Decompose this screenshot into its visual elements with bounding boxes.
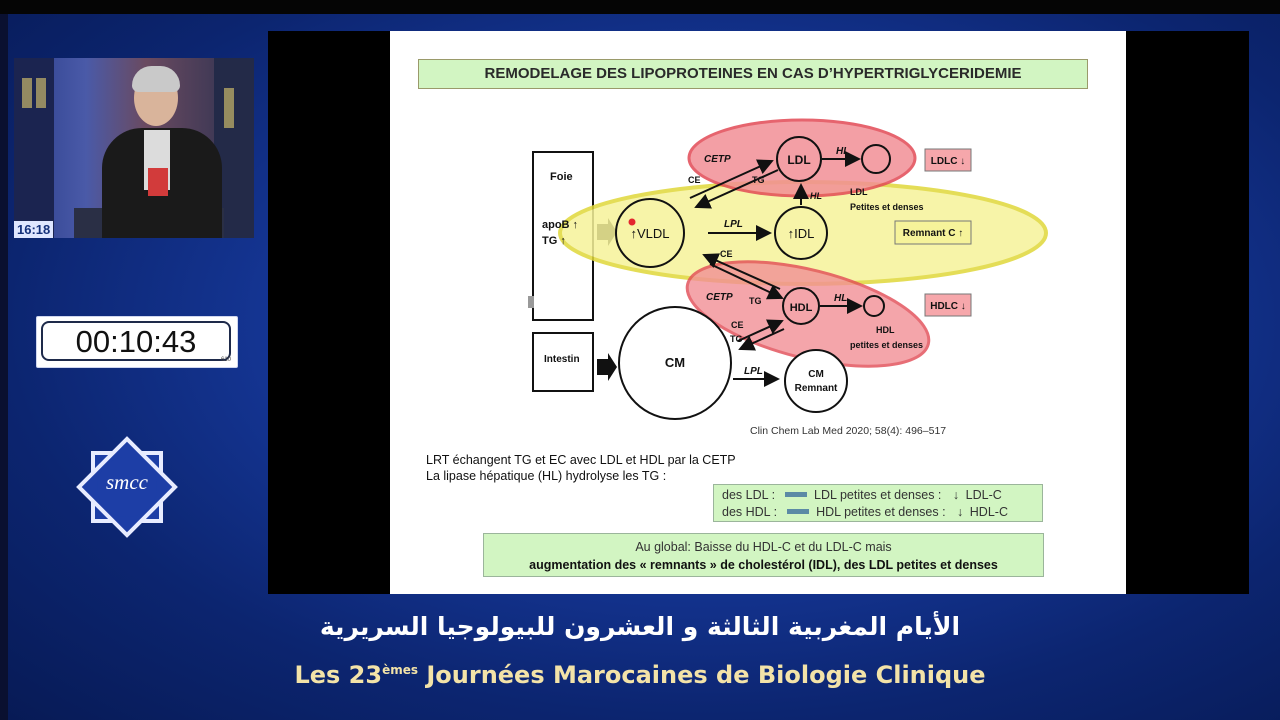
cm-remnant-label-1: CM: [808, 369, 824, 380]
timer-value: 00:10:43: [41, 321, 231, 361]
speaker-hair: [132, 66, 180, 92]
ldlc-box-label: LDLC ↓: [930, 156, 966, 167]
footer-arabic-title: الأيام المغربية الثالثة و العشرون للبيولوجيا السريرية: [319, 612, 961, 641]
body-line-1: LRT échangent TG et EC avec LDL et HDL par la CETP: [426, 453, 736, 467]
summary-box: [713, 484, 1043, 522]
speaker-badge: [148, 168, 168, 196]
summary-ldl-right: LDL-C: [965, 488, 1002, 502]
slide-title: REMODELAGE DES LIPOPROTEINES EN CAS D’HYPERTRIGLYCERIDEMIE: [418, 59, 1088, 89]
apob-label: apoB ↑: [542, 219, 579, 231]
footer-fr-pre: Les 23: [294, 661, 383, 689]
arrow-right-icon: [787, 509, 809, 514]
summary-ldl-mid: LDL petites et denses :: [814, 488, 942, 502]
lpl-bottom-label: LPL: [744, 366, 763, 377]
foie-box-tab: [528, 296, 534, 308]
footer-fr-sup: èmes: [382, 663, 418, 677]
smcc-logo: [74, 432, 180, 542]
ldl-label: LDL: [787, 153, 811, 167]
hl-vertical-label: HL: [810, 191, 822, 201]
summary-ldl-left: des LDL :: [722, 488, 776, 502]
tg-label-3: TG: [730, 334, 743, 344]
ldl-small-label-2: Petites et denses: [850, 202, 924, 212]
intestin-to-cm-arrow: [597, 353, 617, 381]
footer-fr-post: Journées Marocaines de Biologie Clinique: [418, 661, 986, 689]
summary-hdl-right: HDL-C: [969, 505, 1008, 519]
tg-up-label: TG ↑: [542, 235, 566, 247]
speaker-video: [14, 58, 254, 238]
hdl-label: HDL: [789, 302, 813, 314]
hdl-small-label-1: HDL: [876, 325, 895, 335]
summary-row-hdl: [722, 504, 1008, 520]
tg-label-1: TG: [752, 175, 765, 185]
slide: [390, 31, 1126, 594]
hl-top-label: HL: [836, 146, 850, 157]
conclusion-line-2: augmentation des « remnants » de cholestérol (IDL), des LDL petites et denses: [529, 558, 998, 572]
countdown-timer: [36, 316, 238, 368]
window-light: [22, 78, 32, 108]
tg-label-2: TG: [749, 296, 762, 306]
summary-hdl-mid: HDL petites et denses :: [816, 505, 946, 519]
cetp-mid-label: CETP: [706, 292, 733, 303]
hdl-small-label-2: petites et denses: [850, 340, 924, 350]
timer-small-label: 610: [220, 357, 231, 363]
ce-label-3: CE: [731, 320, 744, 330]
lipoprotein-diagram: [390, 31, 1126, 431]
citation: Clin Chem Lab Med 2020; 58(4): 496–517: [750, 425, 947, 437]
ce-label-1: CE: [688, 175, 701, 185]
video-time-badge: 16:18: [14, 221, 53, 238]
arrow-down-icon: ↓: [952, 488, 960, 502]
window-light: [36, 78, 46, 108]
cm-remnant-label-2: Remnant: [794, 383, 838, 394]
intestin-label: Intestin: [544, 354, 580, 365]
hdlc-box-label: HDLC ↓: [930, 301, 966, 312]
body-text: [426, 452, 736, 484]
summary-hdl-left: des HDL :: [722, 505, 778, 519]
background-building: [14, 58, 54, 238]
summary-row-ldl: [722, 487, 1002, 503]
vldl-label: ↑VLDL: [630, 226, 670, 241]
lpl-top-label: LPL: [724, 219, 743, 230]
body-line-2: La lipase hépatique (HL) hydrolyse les TG :: [426, 469, 667, 483]
foie-label: Foie: [550, 171, 573, 183]
ce-label-2: CE: [720, 249, 733, 259]
cm-label: CM: [664, 355, 686, 370]
remnant-c-box-label: Remnant C ↑: [902, 228, 964, 239]
window-light: [224, 88, 234, 128]
conclusion-line-1: Au global: Baisse du HDL-C et du LDL-C mais: [635, 540, 892, 554]
arrow-down-icon: ↓: [957, 505, 964, 519]
pointer-dot: [629, 219, 636, 226]
cm-remnant-circle: [785, 350, 847, 412]
hl-mid-label: HL: [834, 293, 848, 304]
cetp-top-label: CETP: [704, 154, 731, 165]
conclusion-box: [483, 533, 1044, 577]
idl-label: ↑IDL: [787, 226, 815, 241]
logo-text: smcc: [106, 470, 148, 494]
footer-french-title: [0, 661, 1280, 689]
top-band: [0, 0, 1280, 14]
arrow-right-icon: [785, 492, 807, 497]
ldl-small-label-1: LDL: [850, 187, 868, 197]
